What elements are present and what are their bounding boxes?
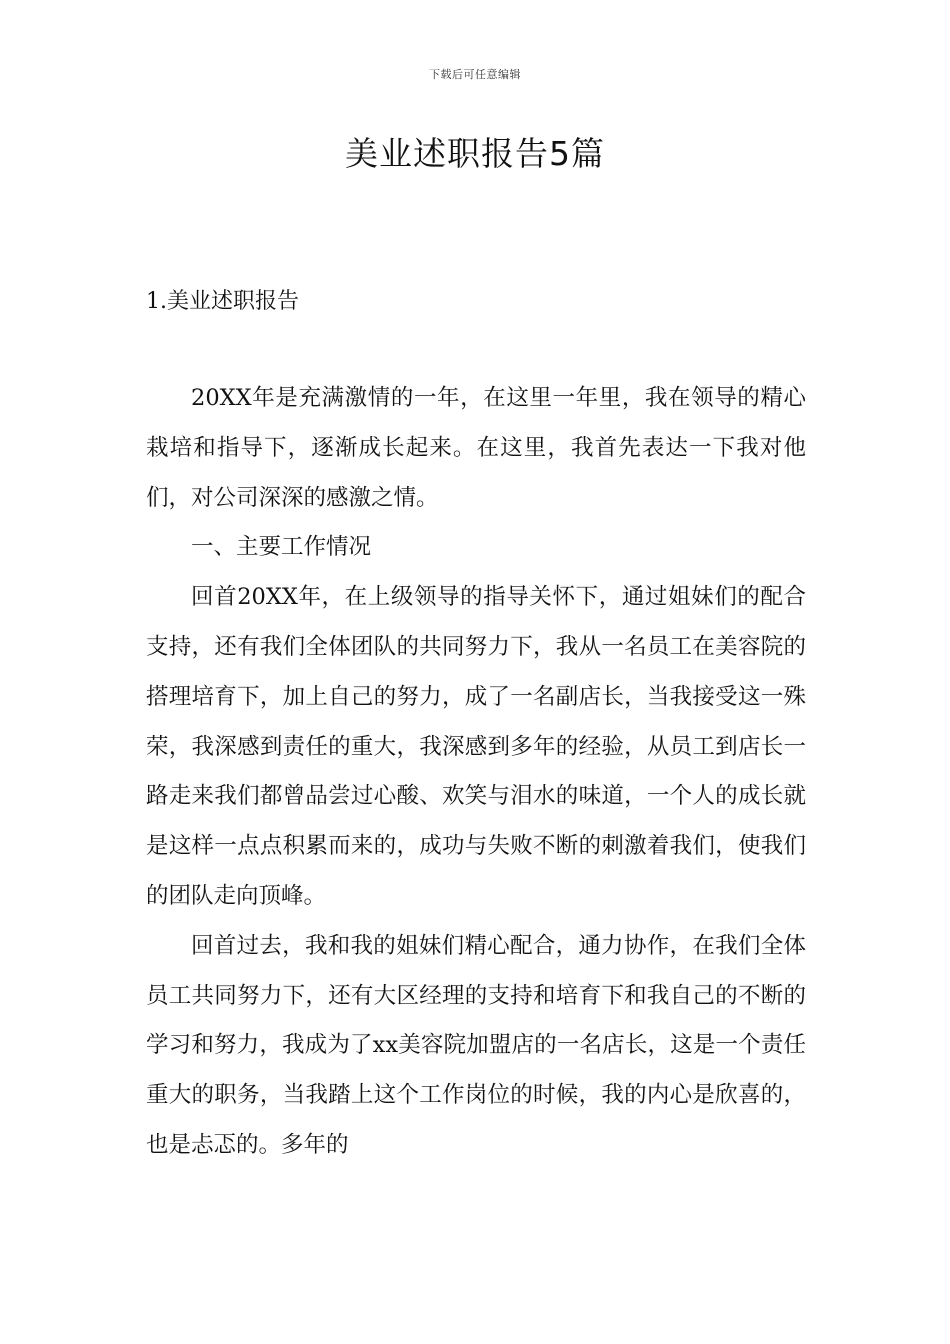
document-title: 美业述职报告5篇 bbox=[345, 134, 605, 173]
paragraph-review: 回首20XX年，在上级领导的指导关怀下，通过姐妹们的配合支持，还有我们全体团队的共同努力下，我从一名员工在美容院的搭理培育下，加上自己的努力，成了一名副店长，当我接受这一殊荣，我深感到责任的重大，我深感到多年的经验，从员工到店长一路走来我们都曾品尝过心酸、欢笑与泪水的味道，一个人的成长就是这样一点点积累而来的，成功与失败不断的刺激着我们，使我们的团队走向顶峰。 bbox=[146, 584, 806, 909]
paragraph-intro: 20XX年是充满激情的一年，在这里一年里，我在领导的精心栽培和指导下，逐渐成长起来。在这里，我首先表达一下我对他们，对公司深深的感激之情。 bbox=[146, 385, 806, 511]
paragraph-subheading: 一、主要工作情况 bbox=[191, 534, 372, 561]
section-heading: 1.美业述职报告 bbox=[146, 289, 299, 314]
paragraph-past: 回首过去，我和我的姐妹们精心配合，通力协作，在我们全体员工共同努力下，还有大区经理的支持和培育下和我自己的不断的学习和努力，我成为了xx美容院加盟店的一名店长，这是一个责任重大的职务，当我踏上这个工作岗位的时候，我的内心是欣喜的，也是忐忑的。多年的 bbox=[146, 932, 806, 1158]
document-body bbox=[146, 374, 806, 1171]
header-note: 下载后可任意编辑 bbox=[429, 68, 521, 81]
